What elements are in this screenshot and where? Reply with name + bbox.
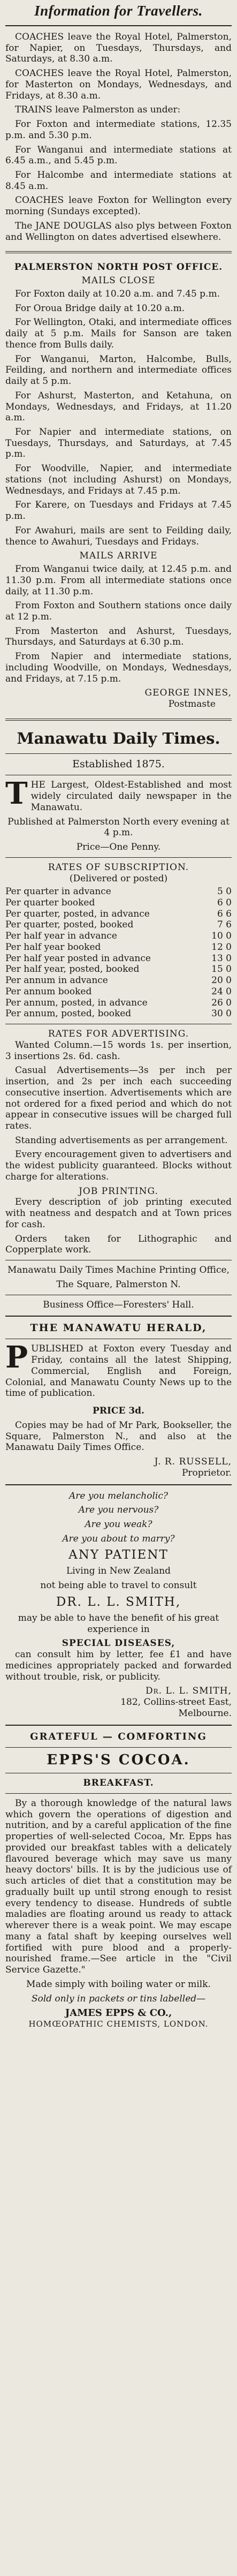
postmaster-name: GEORGE INNES, [144,688,232,699]
rate-row [5,897,232,909]
rate-row [5,998,232,1009]
divider [5,251,232,253]
living-in-nz: Living in New Zealand [66,1566,171,1577]
rate-value: 5 0 [217,886,232,897]
herald-body [5,1340,232,1399]
rates-subheading: (Delivered or posted) [69,873,168,884]
rate-row [5,1008,232,1019]
rate-row [5,975,232,986]
rate-label: Per half year, posted, booked [5,964,140,975]
herald-proprietor-title: Proprietor. [181,1467,232,1478]
rate-row [5,919,232,931]
job-printing-orders: Orders taken for Lithographic and Copperplate work. [5,1233,232,1256]
divider [5,1747,232,1748]
rate-label: Per annum in advance [5,975,108,986]
question-melancholic: Are you melancholic? [69,1490,168,1501]
herald-body-text: UBLISHED at Foxton every Tuesday and Friday, contains all the latest Shipping, Commercial, English and Foreign, Colonial, and Manawatu County News up to the time of publication. [5,1343,232,1399]
epps-chemists: HOMŒOPATHIC CHEMISTS, LONDON. [28,2019,209,2029]
travellers-heading: Information for Travellers. [34,3,203,19]
epps-maker: JAMES EPPS & CO., [65,2007,172,2019]
published-line: Published at Palmerston North every evening at 4 p.m. [7,816,230,838]
benefit-line: may be able to have the benefit of his great experience in [18,1613,219,1635]
rate-value: 6 0 [217,897,232,909]
business-office: Business Office—Foresters' Hall. [43,1299,194,1310]
dropcap-letter: P [5,1340,28,1376]
advertising-encouragement: Every encouragement given to advertisers and the widest publicity guaranteed. Blocks without charge for alterations. [5,1149,232,1182]
rate-label: Per quarter, posted, booked [5,919,134,931]
postmaster-title: Postmaste [168,699,216,710]
rate-row [5,953,232,964]
printing-office-address: The Square, Palmerston N. [56,1279,181,1290]
mail-arrive-item: From Napier and intermediate stations, including Woodville, on Mondays, Wednesdays, and Fridays, at 7.15 p.m. [5,651,232,684]
mail-arrive-item: From Wanganui twice daily, at 12.45 p.m. and 11.30 p.m. From all intermediate stations once daily, at 11.30 p.m. [5,564,232,597]
dropcap-letter: T [5,776,28,812]
rate-label: Per half year in advance [5,931,117,942]
travellers-coach-foxton: COACHES leave Foxton for Wellington every morning (Sundays excepted). [5,195,232,217]
mails-arrive-heading: MAILS ARRIVE [79,550,158,562]
job-printing-heading: JOB PRINTING. [79,1185,158,1197]
mail-close-item: For Ashurst, Masterton, and Ketahuna, on Mondays, Wednesdays, and Fridays, at 11.20 a.m. [5,390,232,424]
divider [5,719,232,721]
epps-tagline: GRATEFUL — COMFORTING [30,1731,207,1742]
mail-arrive-item: From Masterton and Ashurst, Tuesdays, Thursdays, and Saturdays at 6.30 p.m. [5,625,232,648]
daily-times-section [5,729,232,1310]
post-office-heading: PALMERSTON NORTH POST OFFICE. [14,262,223,273]
rate-value: 6 6 [217,908,232,919]
rate-value: 26 0 [211,997,232,1008]
rate-row [5,942,232,953]
rate-value: 10 0 [211,931,232,942]
mails-close-heading: MAILS CLOSE [81,275,156,286]
rate-row [5,986,232,998]
divider [5,1725,232,1726]
special-diseases: SPECIAL DISEASES, [62,1638,175,1649]
mail-arrive-item: From Foxton and Southern stations once daily at 12 p.m. [5,600,232,622]
rate-label: Per quarter in advance [5,886,111,897]
rate-value: 24 0 [211,986,232,997]
travellers-foxton: For Foxton and intermediate stations, 12.35 p.m. and 5.30 p.m. [5,119,232,141]
rate-value: 15 0 [211,964,232,975]
rate-label: Per annum, posted, booked [5,1008,132,1019]
rate-value: 30 0 [211,1008,232,1019]
established-line: Established 1875. [72,758,165,770]
daily-times-title: Manawatu Daily Times. [17,729,220,747]
rate-row [5,886,232,897]
divider [5,1793,232,1794]
rate-label: Per quarter booked [5,897,95,909]
rate-row [5,909,232,920]
advertisement-column [5,0,232,2029]
herald-section [5,1322,232,1478]
rates-table [5,886,232,1019]
travellers-coach-napier: COACHES leave the Royal Hotel, Palmerston, for Napier, on Tuesdays, Thursdays, and Saturdays, at 8.30 a.m. [5,31,232,65]
intro-text: HE Largest, Oldest-Established and most widely circulated daily newspaper in the Manawatu. [30,780,232,813]
rate-row [5,931,232,942]
epps-cocoa-section [5,1731,232,2029]
divider [5,1316,232,1317]
rate-label: Per quarter, posted, in advance [5,908,150,919]
epps-made: Made simply with boiling water or milk. [26,1978,211,1990]
doctor-address-city: Melbourne. [178,1708,232,1719]
divider [5,25,232,26]
question-marry: Are you about to marry? [62,1533,175,1544]
advertising-wanted: Wanted Column.—15 words 1s. per insertion, 3 insertions 2s. 6d. cash. [5,1039,232,1062]
divider [5,857,232,858]
mail-close-item: For Foxton daily at 10.20 a.m. and 7.45 p.m. [15,288,220,299]
rate-label: Per half year booked [5,941,101,953]
travellers-trains: TRAINS leave Palmerston as under: [15,104,181,116]
epps-product-name: EPPS'S COCOA. [47,1751,190,1768]
advertising-heading: RATES FOR ADVERTISING. [48,1029,189,1040]
mail-close-item: For Oroua Bridge daily at 10.20 a.m. [15,303,185,314]
mail-close-item: For Woodville, Napier, and intermediate stations (not including Ashurst) on Mondays, Wednesdays, and Fridays at 7.45 p.m. [5,463,232,496]
question-weak: Are you weak? [85,1519,152,1530]
mail-close-item: For Wanganui, Marton, Halcombe, Bulls, Feilding, and northern and intermediate offices daily at 5 p.m. [5,353,232,387]
rate-value: 7 6 [217,919,232,931]
any-patient-heading: ANY PATIENT [68,1548,169,1562]
consult-by-letter: can consult him by letter, fee £1 and have medicines appropriately packed and forwarded without trouble, risk, or publicity. [5,1649,232,1682]
mail-close-item: For Wellington, Otaki, and intermediate offices daily at 5 p.m. Mails for Sanson are taken thence from Bulls daily. [5,317,232,350]
job-printing-text: Every description of job printing executed with neatness and despatch and at Town prices for cash. [5,1197,232,1230]
doctor-address-street: 182, Collins-street East, [120,1697,232,1708]
travellers-coach-masterton: COACHES leave the Royal Hotel, Palmerston, for Masterton on Mondays, Wednesdays, and Fridays, at 8.30 a.m. [5,68,232,101]
rate-label: Per half year posted in advance [5,953,151,964]
herald-copies: Copies may be had of Mr Park, Bookseller, the Square, Palmerston N., and also at the Manawatu Daily Times Office. [5,1419,232,1453]
doctor-signature: Dr. L. L. SMITH, [145,1686,232,1697]
mail-close-item: For Karere, on Tuesdays and Fridays at 7.45 p.m. [5,500,232,522]
divider [5,1484,232,1485]
travellers-jane-douglas: The JANE DOUGLAS also plys between Foxton and Wellington on dates advertised elsewhere. [5,220,232,243]
advertising-standing: Standing advertisements as per arrangement. [15,1135,228,1146]
herald-proprietor-name: J. R. RUSSELL, [154,1456,232,1468]
herald-title: THE MANAWATU HERALD, [30,1322,207,1334]
dr-smith-section [5,1491,232,1719]
daily-times-intro [5,776,232,813]
rate-value: 13 0 [211,953,232,964]
herald-price: PRICE 3d. [93,1406,144,1417]
rate-value: 12 0 [211,941,232,953]
not-able-to-travel: not being able to travel to consult [40,1580,197,1591]
post-office-section [5,262,232,709]
printing-office-name: Manawatu Daily Times Machine Printing Office, [7,1265,230,1276]
rate-label: Per annum, posted, in advance [5,997,148,1008]
epps-body: By a thorough knowledge of the natural laws which govern the operations of digestion and nutrition, and by a careful application of the fine properties of well-selected Cocoa, Mr. Epps has provided our breakfast tables with a delicately flavoured beverage which may save us many heavy doctors' bills. It is by the judicious use of such articles of diet that a constitution may be gradually built up until strong enough to resist every tendency to disease. Hundreds of subtle maladies are floating around us ready to attack wherever there is a weak point. We may escape many a fatal shaft by keeping ourselves well fortified with pure blood and a properly-nourished frame.—See article in the "Civil Service Gazette." [5,1798,232,1976]
travellers-wanganui: For Wanganui and intermediate stations at 6.45 a.m., and 5.45 p.m. [5,144,232,167]
question-nervous: Are you nervous? [78,1505,159,1516]
divider [5,753,232,754]
rates-heading: RATES OF SUBSCRIPTION. [48,862,189,873]
advertising-casual: Casual Advertisements—3s per inch per insertion, and 2s per inch each succeeding consecutive insertion. Advertisements which are not ordered for a fixed period and which do not appear in consecutive issues will be charged full rates. [5,1065,232,1131]
rate-label: Per annum booked [5,986,92,997]
travellers-halcombe: For Halcombe and intermediate stations at 8.45 a.m. [5,170,232,192]
epps-sold: Sold only in packets or tins labelled— [31,1993,206,2004]
mail-close-item: For Awahuri, mails are sent to Feilding daily, thence to Awahuri, Tuesdays and Fridays. [5,525,232,547]
rate-row [5,964,232,975]
doctor-name: DR. L. L. SMITH, [56,1595,181,1609]
price-line: Price—One Penny. [76,842,161,853]
mail-close-item: For Napier and intermediate stations, on Tuesdays, Thursdays, and Saturdays, at 7.45 p.m. [5,426,232,460]
travellers-section [5,2,232,243]
rate-value: 20 0 [211,975,232,986]
epps-breakfast: BREAKFAST. [83,1778,154,1789]
